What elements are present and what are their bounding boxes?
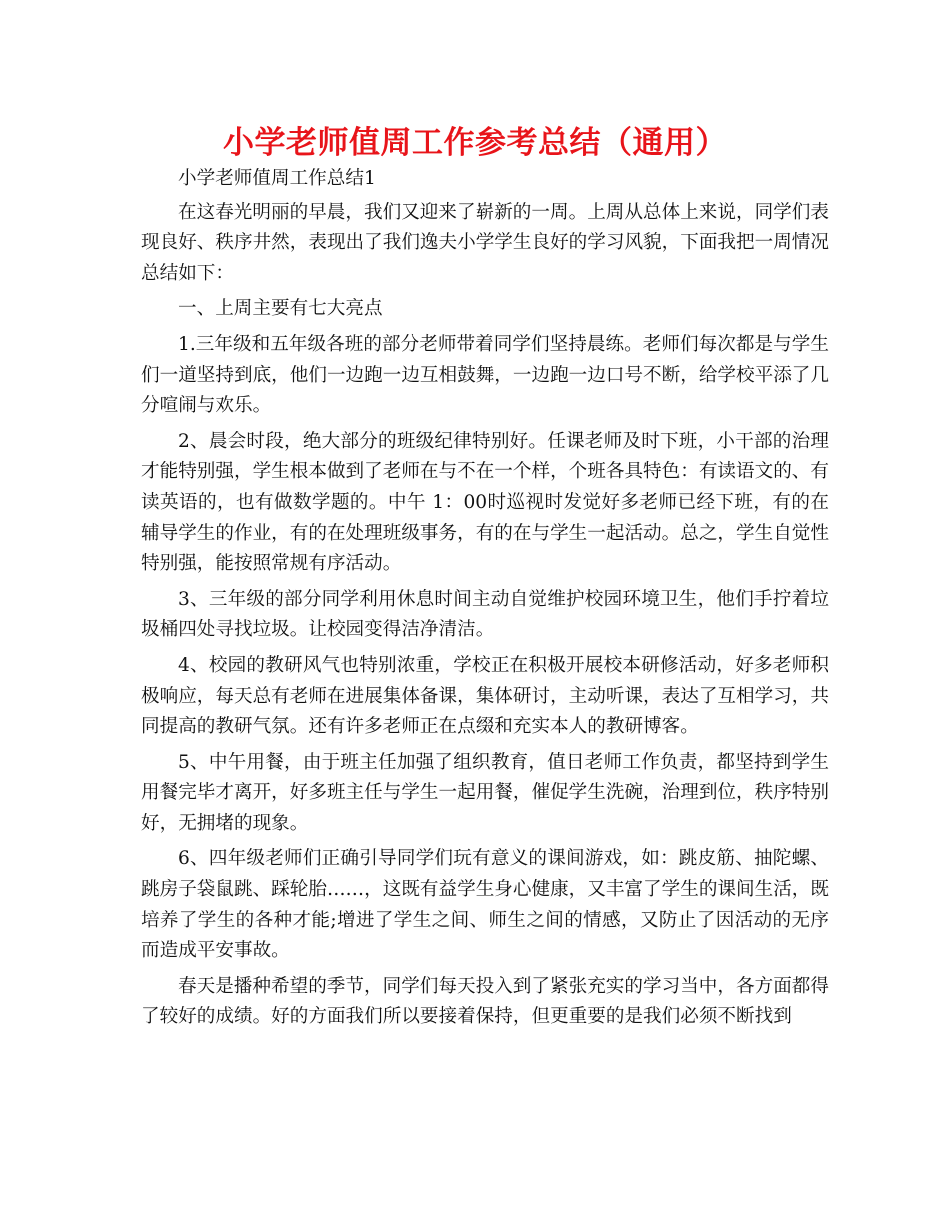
paragraph-heading-highlights: 一、上周主要有七大亮点 xyxy=(178,298,383,320)
document-title: 小学老师值周工作参考总结（通用） xyxy=(223,125,727,161)
section-subtitle: 小学老师值周工作总结1 xyxy=(178,168,376,189)
paragraph-item-4: 4、校园的教研风气也特别浓重，学校正在积极开展校本研修活动，好多老师积极响应，每天总有老师在进展集体备课，集体研讨，主动听课，表达了互相学习，共同提高的教研气氛。还有许多老师正在点缀和充实本人的教研博客。 xyxy=(141,654,829,738)
paragraph-item-3: 3、三年级的部分同学利用休息时间主动自觉维护校园环境卫生，他们手拧着垃圾桶四处寻找垃圾。让校园变得洁净清洁。 xyxy=(141,588,829,641)
paragraph-spring: 春天是播种希望的季节，同学们每天投入到了紧张充实的学习当中，各方面都得了较好的成绩。好的方面我们所以要接着保持，但更重要的是我们必须不断找到 xyxy=(141,975,829,1028)
paragraph-item-1: 1.三年级和五年级各班的部分老师带着同学们坚持晨练。老师们每次都是与学生们一道坚持到底，他们一边跑一边互相鼓舞，一边跑一边口号不断，给学校平添了几分喧闹与欢乐。 xyxy=(141,333,829,417)
paragraph-item-2: 2、晨会时段，绝大部分的班级纪律特别好。任课老师及时下班，小干部的治理才能特别强，学生根本做到了老师在与不在一个样，个班各具特色：有读语文的、有读英语的，也有做数学题的。中午 1：00时巡视时发觉好多老师已经下班，有的在辅导学生的作业，有的在处理班级事务，有的在与学生一起活动。总之，学生自觉性特别强，能按照常规有序活动。 xyxy=(141,430,829,575)
paragraph-intro: 在这春光明丽的早晨，我们又迎来了崭新的一周。上周从总体上来说，同学们表现良好、秩序井然，表现出了我们逸夫小学学生良好的学习风貌，下面我把一周情况总结如下： xyxy=(141,201,829,284)
paragraph-item-5: 5、中午用餐，由于班主任加强了组织教育，值日老师工作负责，都坚持到学生用餐完毕才离开，好多班主任与学生一起用餐，催促学生洗碗，治理到位，秩序特别好，无拥堵的现象。 xyxy=(141,751,829,834)
paragraph-item-6: 6、四年级老师们正确引导同学们玩有意义的课间游戏，如：跳皮筋、抽陀螺、跳房子袋鼠跳、踩轮胎……，这既有益学生身心健康，又丰富了学生的课间生活，既培养了学生的各种才能;增进了学生之间、师生之间的情感，又防止了因活动的无序而造成平安事故。 xyxy=(141,848,829,962)
document-body xyxy=(141,164,829,1038)
